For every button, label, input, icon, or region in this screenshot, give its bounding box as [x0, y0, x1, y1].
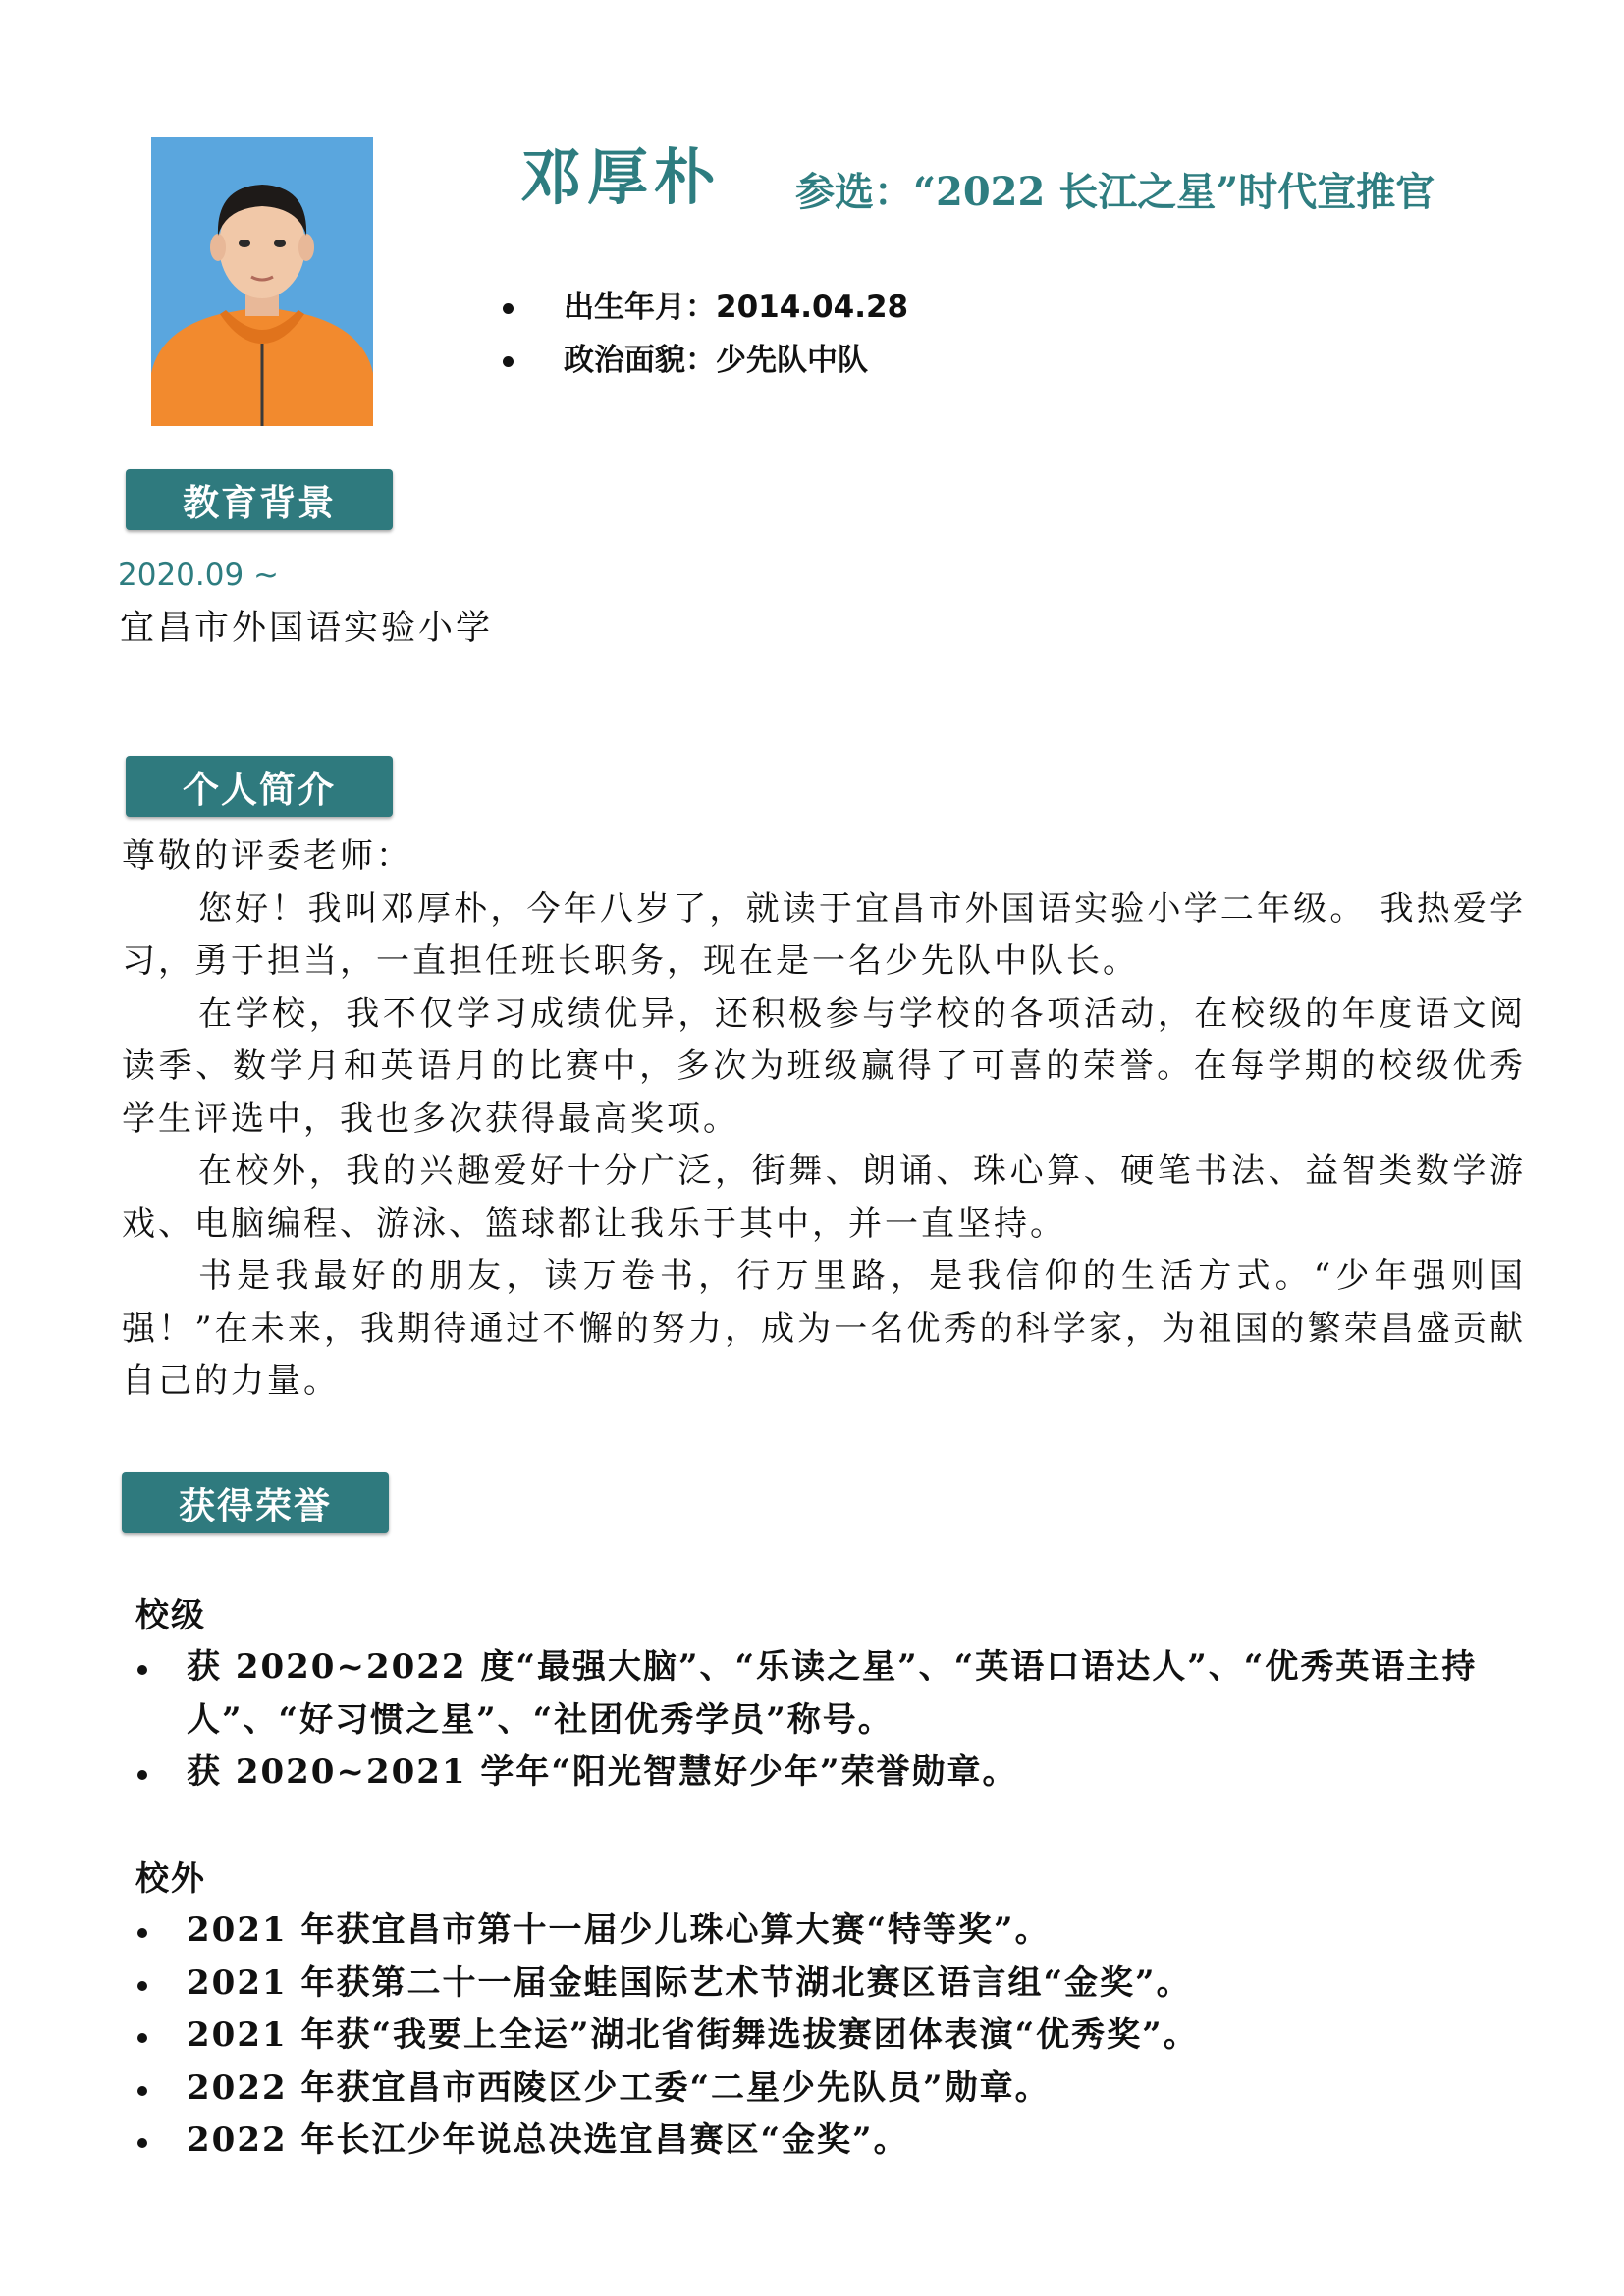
- honor-item: 2021 年获第二十一届金蛙国际艺术节湖北赛区语言组“金奖”。: [128, 1957, 1522, 2010]
- intro-paragraph: 在校外，我的兴趣爱好十分广泛，街舞、朗诵、珠心算、硬笔书法、益智类数学游戏、电脑编程、游泳、篮球都让我乐于其中，并一直坚持。: [122, 1151, 1526, 1244]
- honor-item: 2022 年长江少年说总决选宜昌赛区“金奖”。: [128, 2114, 1522, 2167]
- honors-outside-heading: 校外: [135, 1859, 206, 1898]
- info-political-status: [501, 334, 908, 387]
- personal-info-list: [501, 281, 908, 387]
- honor-item: 获 2020~2021 学年“阳光智慧好少年”荣誉勋章。: [128, 1746, 1522, 1799]
- candidate-name: 邓厚朴: [520, 141, 722, 213]
- honor-item: 2021 年获“我要上全运”湖北省街舞选拔赛团体表演“优秀奖”。: [128, 2009, 1522, 2062]
- intro-paragraph: 您好！我叫邓厚朴，今年八岁了，就读于宜昌市外国语实验小学二年级。 我热爱学习，勇于担当，一直担任班长职务，现在是一名少先队中队长。: [122, 888, 1526, 981]
- honors-section-tab: 获得荣誉: [122, 1472, 389, 1533]
- intro-body: [122, 830, 1526, 1409]
- info-birthdate: [501, 281, 908, 334]
- candidacy-title: 参选：“2022 长江之星”时代宣推官: [795, 169, 1435, 215]
- honors-outside-list: [128, 1904, 1522, 2167]
- honor-item: 2021 年获宜昌市第十一届少儿珠心算大赛“特等奖”。: [128, 1904, 1522, 1957]
- intro-section-tab: 个人简介: [126, 756, 393, 817]
- info-value: 少先队中队: [716, 343, 868, 378]
- intro-greeting: 尊敬的评委老师：: [122, 836, 412, 876]
- honors-school-list: [128, 1641, 1522, 1799]
- honor-item: 2022 年获宜昌市西陵区少工委“二星少先队员”勋章。: [128, 2062, 1522, 2115]
- education-section-tab: 教育背景: [126, 469, 393, 530]
- honor-item: 获 2020~2022 度“最强大脑”、“乐读之星”、“英语口语达人”、“优秀英语主持人”、“好习惯之星”、“社团优秀学员”称号。: [128, 1641, 1522, 1746]
- info-value: 2014.04.28: [716, 290, 909, 325]
- education-date: 2020.09 ~: [118, 558, 280, 593]
- intro-paragraph: 书是我最好的朋友，读万卷书，行万里路，是我信仰的生活方式。“少年强则国强！”在未来，我期待通过不懈的努力，成为一名优秀的科学家，为祖国的繁荣昌盛贡献自己的力量。: [122, 1256, 1526, 1401]
- education-school: 宜昌市外国语实验小学: [120, 609, 494, 648]
- portrait-photo: [151, 137, 373, 426]
- intro-paragraph: 在学校，我不仅学习成绩优异，还积极参与学校的各项活动，在校级的年度语文阅读季、数学月和英语月的比赛中，多次为班级赢得了可喜的荣誉。在每学期的校级优秀学生评选中，我也多次获得最高奖项。: [122, 993, 1526, 1139]
- info-label: 出生年月：: [564, 290, 716, 325]
- honors-school-heading: 校级: [135, 1596, 206, 1635]
- info-label: 政治面貌：: [564, 343, 716, 378]
